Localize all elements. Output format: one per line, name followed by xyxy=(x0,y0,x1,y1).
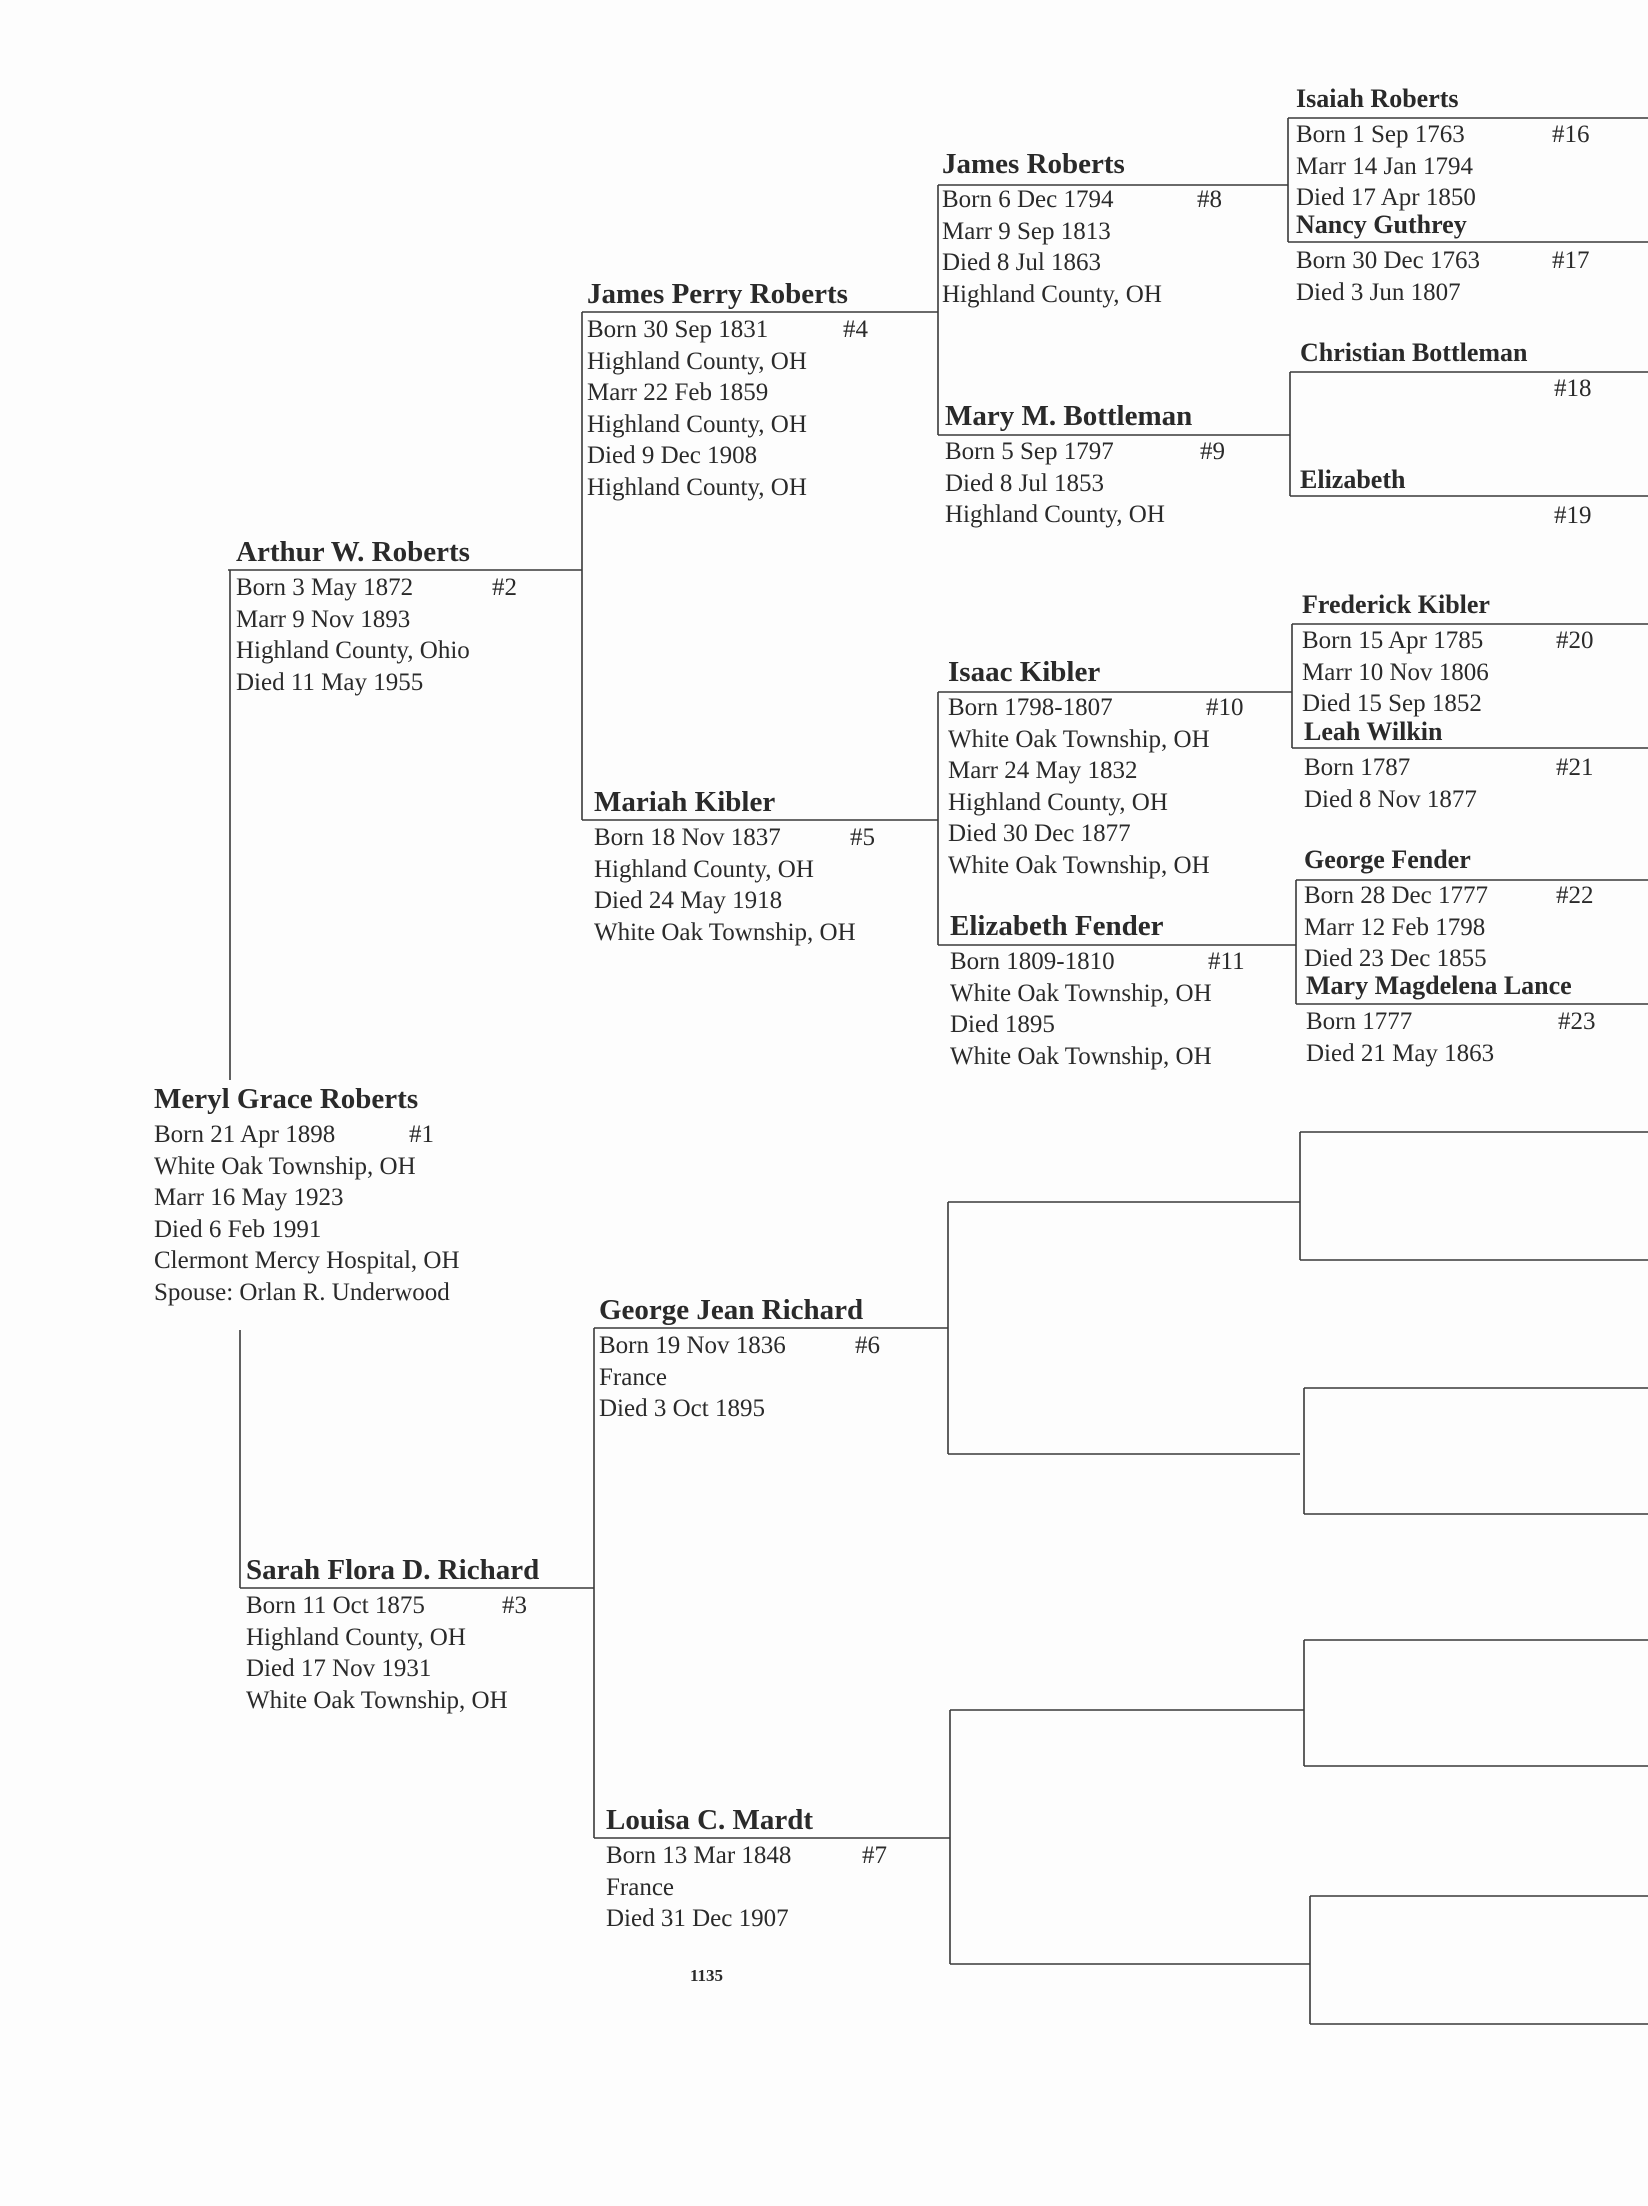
person-detail: Spouse: Orlan R. Underwood xyxy=(154,1278,450,1306)
person-detail: White Oak Township, OH xyxy=(950,1042,1212,1070)
person-detail: White Oak Township, OH xyxy=(594,918,856,946)
person-detail: Died 6 Feb 1991 xyxy=(154,1215,322,1243)
person-detail: France xyxy=(599,1363,668,1391)
person-name: Leah Wilkin xyxy=(1304,717,1443,746)
person-9 xyxy=(945,400,1225,531)
person-detail: Born 3 May 1872 xyxy=(236,574,414,601)
person-detail: Died 17 Apr 1850 xyxy=(1296,184,1476,211)
person-name: Elizabeth xyxy=(1300,465,1406,494)
person-number: #10 xyxy=(1206,694,1244,721)
person-21 xyxy=(1304,716,1594,815)
person-detail: France xyxy=(606,1873,675,1901)
person-detail: Highland County, OH xyxy=(587,347,807,375)
person-number: #3 xyxy=(502,1592,527,1619)
person-number: #20 xyxy=(1556,627,1594,654)
person-detail: Died 15 Sep 1852 xyxy=(1302,690,1482,717)
person-name: Meryl Grace Roberts xyxy=(154,1083,419,1115)
page-number: 1135 xyxy=(690,1966,724,1985)
person-19 xyxy=(1300,464,1592,531)
person-detail: Died 1895 xyxy=(950,1011,1055,1038)
person-detail: Marr 22 Feb 1859 xyxy=(587,379,769,406)
person-detail: Born 1777 xyxy=(1306,1008,1413,1035)
person-number: #22 xyxy=(1556,882,1594,909)
person-2 xyxy=(236,536,517,698)
person-detail: Born 30 Sep 1831 xyxy=(587,316,769,343)
person-detail: Highland County, OH xyxy=(942,280,1162,308)
person-name: James Perry Roberts xyxy=(587,278,848,310)
person-detail: Died 3 Jun 1807 xyxy=(1296,278,1461,306)
person-detail: Died 21 May 1863 xyxy=(1306,1039,1495,1067)
person-8 xyxy=(942,148,1222,310)
person-name: Frederick Kibler xyxy=(1302,590,1490,619)
person-detail: Born 1809-1810 xyxy=(950,948,1115,975)
person-detail: Died 30 Dec 1877 xyxy=(948,820,1131,847)
person-name: Mary M. Bottleman xyxy=(945,400,1193,432)
person-detail: Born 18 Nov 1837 xyxy=(594,824,781,851)
person-detail: Marr 12 Feb 1798 xyxy=(1304,913,1486,941)
person-number: #6 xyxy=(855,1332,880,1359)
person-detail: Died 17 Nov 1931 xyxy=(246,1655,432,1682)
person-name: Christian Bottleman xyxy=(1300,338,1528,367)
person-name: Sarah Flora D. Richard xyxy=(246,1554,540,1586)
person-detail: Highland County, OH xyxy=(948,788,1168,816)
person-detail: White Oak Township, OH xyxy=(246,1686,508,1714)
person-16 xyxy=(1296,83,1590,214)
person-number: #18 xyxy=(1554,375,1592,402)
person-detail: Highland County, OH xyxy=(587,410,807,438)
person-detail: Born 13 Mar 1848 xyxy=(606,1842,792,1869)
person-name: Arthur W. Roberts xyxy=(236,536,470,568)
person-detail: Born 19 Nov 1836 xyxy=(599,1332,786,1359)
person-detail: Died 31 Dec 1907 xyxy=(606,1905,789,1932)
person-detail: Clermont Mercy Hospital, OH xyxy=(154,1247,460,1274)
person-detail: Died 9 Dec 1908 xyxy=(587,442,758,469)
person-detail: Marr 9 Nov 1893 xyxy=(236,605,411,633)
person-number: #1 xyxy=(409,1121,434,1148)
person-number: #19 xyxy=(1554,502,1592,529)
person-7 xyxy=(606,1804,887,1935)
person-detail: Born 1798-1807 xyxy=(948,694,1113,721)
person-name: Mary Magdelena Lance xyxy=(1306,971,1572,1000)
person-detail: Highland County, OH xyxy=(945,501,1165,528)
person-detail: Born 6 Dec 1794 xyxy=(942,186,1114,213)
person-detail: White Oak Township, OH xyxy=(154,1152,416,1180)
person-detail: Marr 14 Jan 1794 xyxy=(1296,152,1474,180)
person-22 xyxy=(1304,844,1594,975)
person-detail: Highland County, OH xyxy=(587,473,807,501)
person-detail: Died 8 Jul 1853 xyxy=(945,469,1105,497)
person-23 xyxy=(1306,970,1596,1069)
person-detail: Died 8 Jul 1863 xyxy=(942,249,1102,276)
person-detail: Born 30 Dec 1763 xyxy=(1296,247,1480,274)
person-number: #4 xyxy=(843,316,868,343)
person-6 xyxy=(599,1294,880,1425)
person-number: #11 xyxy=(1208,948,1245,975)
person-detail: Born 5 Sep 1797 xyxy=(945,438,1114,465)
person-1 xyxy=(154,1083,460,1308)
person-name: George Fender xyxy=(1304,845,1471,874)
person-detail: Born 21 Apr 1898 xyxy=(154,1121,336,1148)
person-name: Mariah Kibler xyxy=(594,786,776,818)
person-detail: Died 3 Oct 1895 xyxy=(599,1395,765,1422)
person-detail: Born 11 Oct 1875 xyxy=(246,1592,425,1619)
person-10 xyxy=(948,656,1244,881)
person-detail: Born 15 Apr 1785 xyxy=(1302,627,1484,654)
person-detail: White Oak Township, OH xyxy=(948,725,1210,753)
person-3 xyxy=(246,1554,539,1716)
person-detail: Died 11 May 1955 xyxy=(236,668,424,696)
person-number: #5 xyxy=(850,824,875,851)
person-number: #2 xyxy=(492,574,517,601)
person-detail: Born 28 Dec 1777 xyxy=(1304,882,1488,909)
person-detail: Marr 10 Nov 1806 xyxy=(1302,658,1489,686)
person-number: #9 xyxy=(1200,438,1225,465)
person-name: Nancy Guthrey xyxy=(1296,210,1467,239)
person-detail: White Oak Township, OH xyxy=(948,851,1210,879)
person-detail: Marr 9 Sep 1813 xyxy=(942,217,1111,245)
person-name: James Roberts xyxy=(942,148,1125,180)
person-number: #21 xyxy=(1556,754,1594,781)
person-detail: Highland County, OH xyxy=(594,855,814,883)
person-detail: Died 23 Dec 1855 xyxy=(1304,945,1487,972)
person-name: Elizabeth Fender xyxy=(950,910,1164,942)
person-20 xyxy=(1302,589,1594,720)
person-detail: Died 24 May 1918 xyxy=(594,887,783,914)
person-detail: Highland County, OH xyxy=(246,1623,466,1651)
person-number: #8 xyxy=(1197,186,1222,213)
person-name: Isaiah Roberts xyxy=(1296,84,1459,113)
person-number: #23 xyxy=(1558,1008,1596,1035)
person-name: Isaac Kibler xyxy=(948,656,1101,688)
person-number: #16 xyxy=(1552,121,1590,148)
person-11 xyxy=(950,910,1245,1072)
person-17 xyxy=(1296,209,1590,308)
person-detail: Highland County, Ohio xyxy=(236,637,470,664)
person-number: #7 xyxy=(862,1842,887,1869)
person-detail: White Oak Township, OH xyxy=(950,979,1212,1007)
person-4 xyxy=(587,278,868,503)
person-detail: Marr 24 May 1832 xyxy=(948,757,1138,784)
person-5 xyxy=(594,786,875,948)
person-detail: Born 1787 xyxy=(1304,754,1411,781)
person-number: #17 xyxy=(1552,247,1590,274)
person-detail: Born 1 Sep 1763 xyxy=(1296,121,1465,148)
person-18 xyxy=(1300,337,1592,404)
person-name: George Jean Richard xyxy=(599,1294,864,1326)
person-detail: Marr 16 May 1923 xyxy=(154,1184,344,1211)
person-name: Louisa C. Mardt xyxy=(606,1804,814,1836)
person-detail: Died 8 Nov 1877 xyxy=(1304,785,1477,813)
